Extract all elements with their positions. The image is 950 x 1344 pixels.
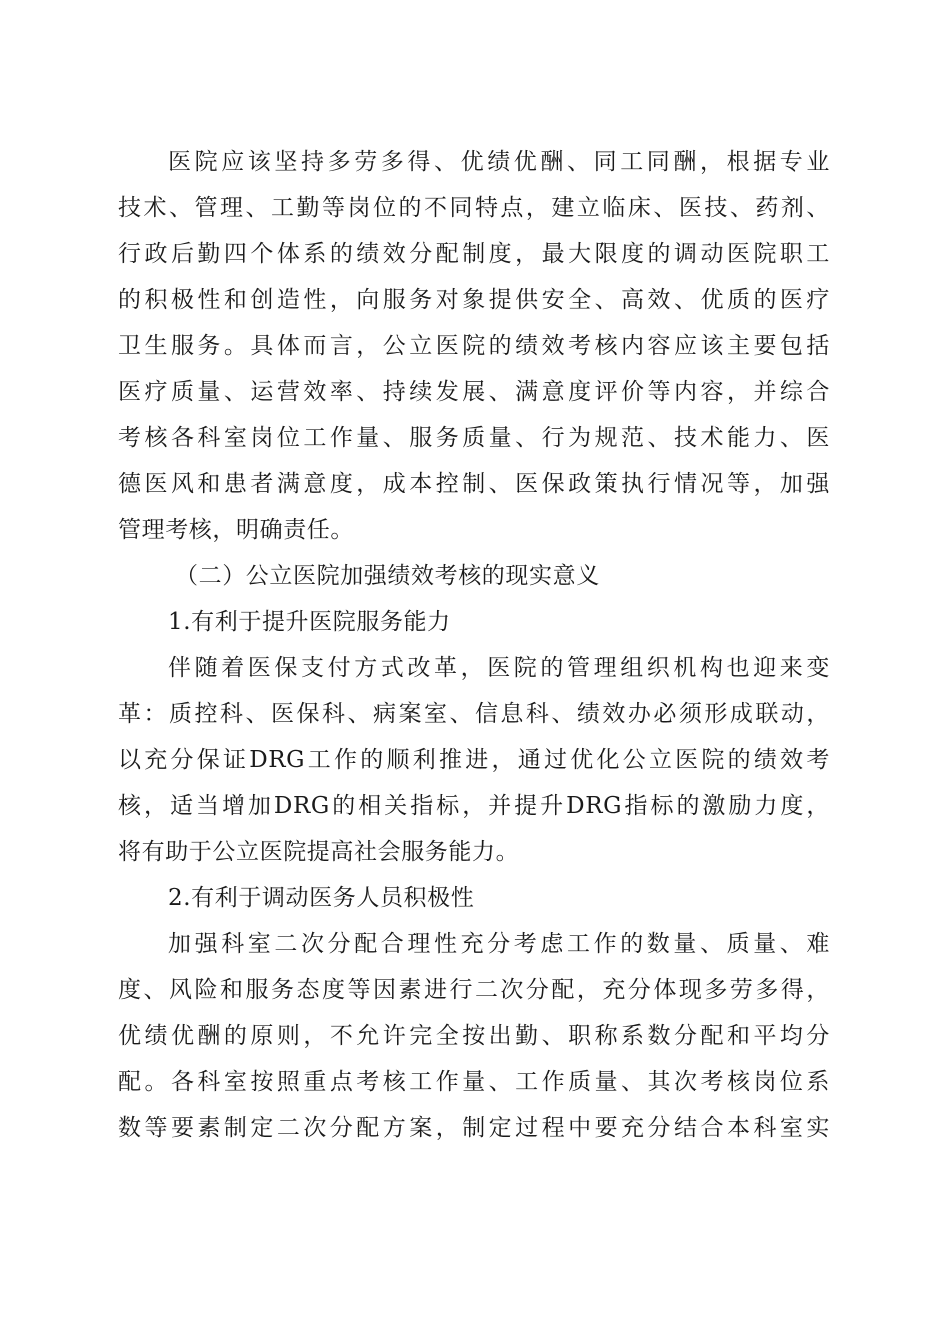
paragraph-2-line-1: 伴随着医保支付方式改革，医院的管理组织机构也迎来变 [168, 655, 830, 681]
paragraph-3-line-3: 优绩优酬的原则，不允许完全按出勤、职称系数分配和平均分 [118, 1023, 830, 1049]
paragraph-1-line-1: 医院应该坚持多劳多得、优绩优酬、同工同酬，根据专业 [168, 149, 830, 175]
subheading-2: 2.有利于调动医务人员积极性 [168, 885, 475, 911]
paragraph-1-line-5: 卫生服务。具体而言，公立医院的绩效考核内容应该主要包括 [118, 333, 830, 359]
paragraph-3-line-4: 配。各科室按照重点考核工作量、工作质量、其次考核岗位系 [118, 1069, 830, 1095]
paragraph-1-line-9: 管理考核，明确责任。 [118, 517, 354, 543]
paragraph-3-line-1: 加强科室二次分配合理性充分考虑工作的数量、质量、难 [168, 931, 830, 957]
paragraph-1-line-8: 德医风和患者满意度，成本控制、医保政策执行情况等，加强 [118, 471, 830, 497]
paragraph-2-line-5: 将有助于公立医院提高社会服务能力。 [118, 839, 520, 865]
paragraph-3-line-5: 数等要素制定二次分配方案，制定过程中要充分结合本科室实 [118, 1115, 830, 1141]
paragraph-1-line-7: 考核各科室岗位工作量、服务质量、行为规范、技术能力、医 [118, 425, 830, 451]
paragraph-1-line-3: 行政后勤四个体系的绩效分配制度，最大限度的调动医院职工 [118, 241, 830, 267]
paragraph-2-line-3: 以充分保证DRG工作的顺利推进，通过优化公立医院的绩效考 [118, 747, 830, 773]
section-heading: （二）公立医院加强绩效考核的现实意义 [175, 563, 600, 589]
paragraph-1-line-2: 技术、管理、工勤等岗位的不同特点，建立临床、医技、药剂、 [118, 195, 830, 221]
paragraph-3-line-2: 度、风险和服务态度等因素进行二次分配，充分体现多劳多得， [118, 977, 830, 1003]
paragraph-2-line-4: 核，适当增加DRG的相关指标，并提升DRG指标的激励力度， [118, 793, 830, 819]
paragraph-1-line-4: 的积极性和创造性，向服务对象提供安全、高效、优质的医疗 [118, 287, 830, 313]
paragraph-1-line-6: 医疗质量、运营效率、持续发展、满意度评价等内容，并综合 [118, 379, 830, 405]
paragraph-2-line-2: 革：质控科、医保科、病案室、信息科、绩效办必须形成联动， [118, 701, 830, 727]
subheading-1: 1.有利于提升医院服务能力 [168, 609, 451, 635]
